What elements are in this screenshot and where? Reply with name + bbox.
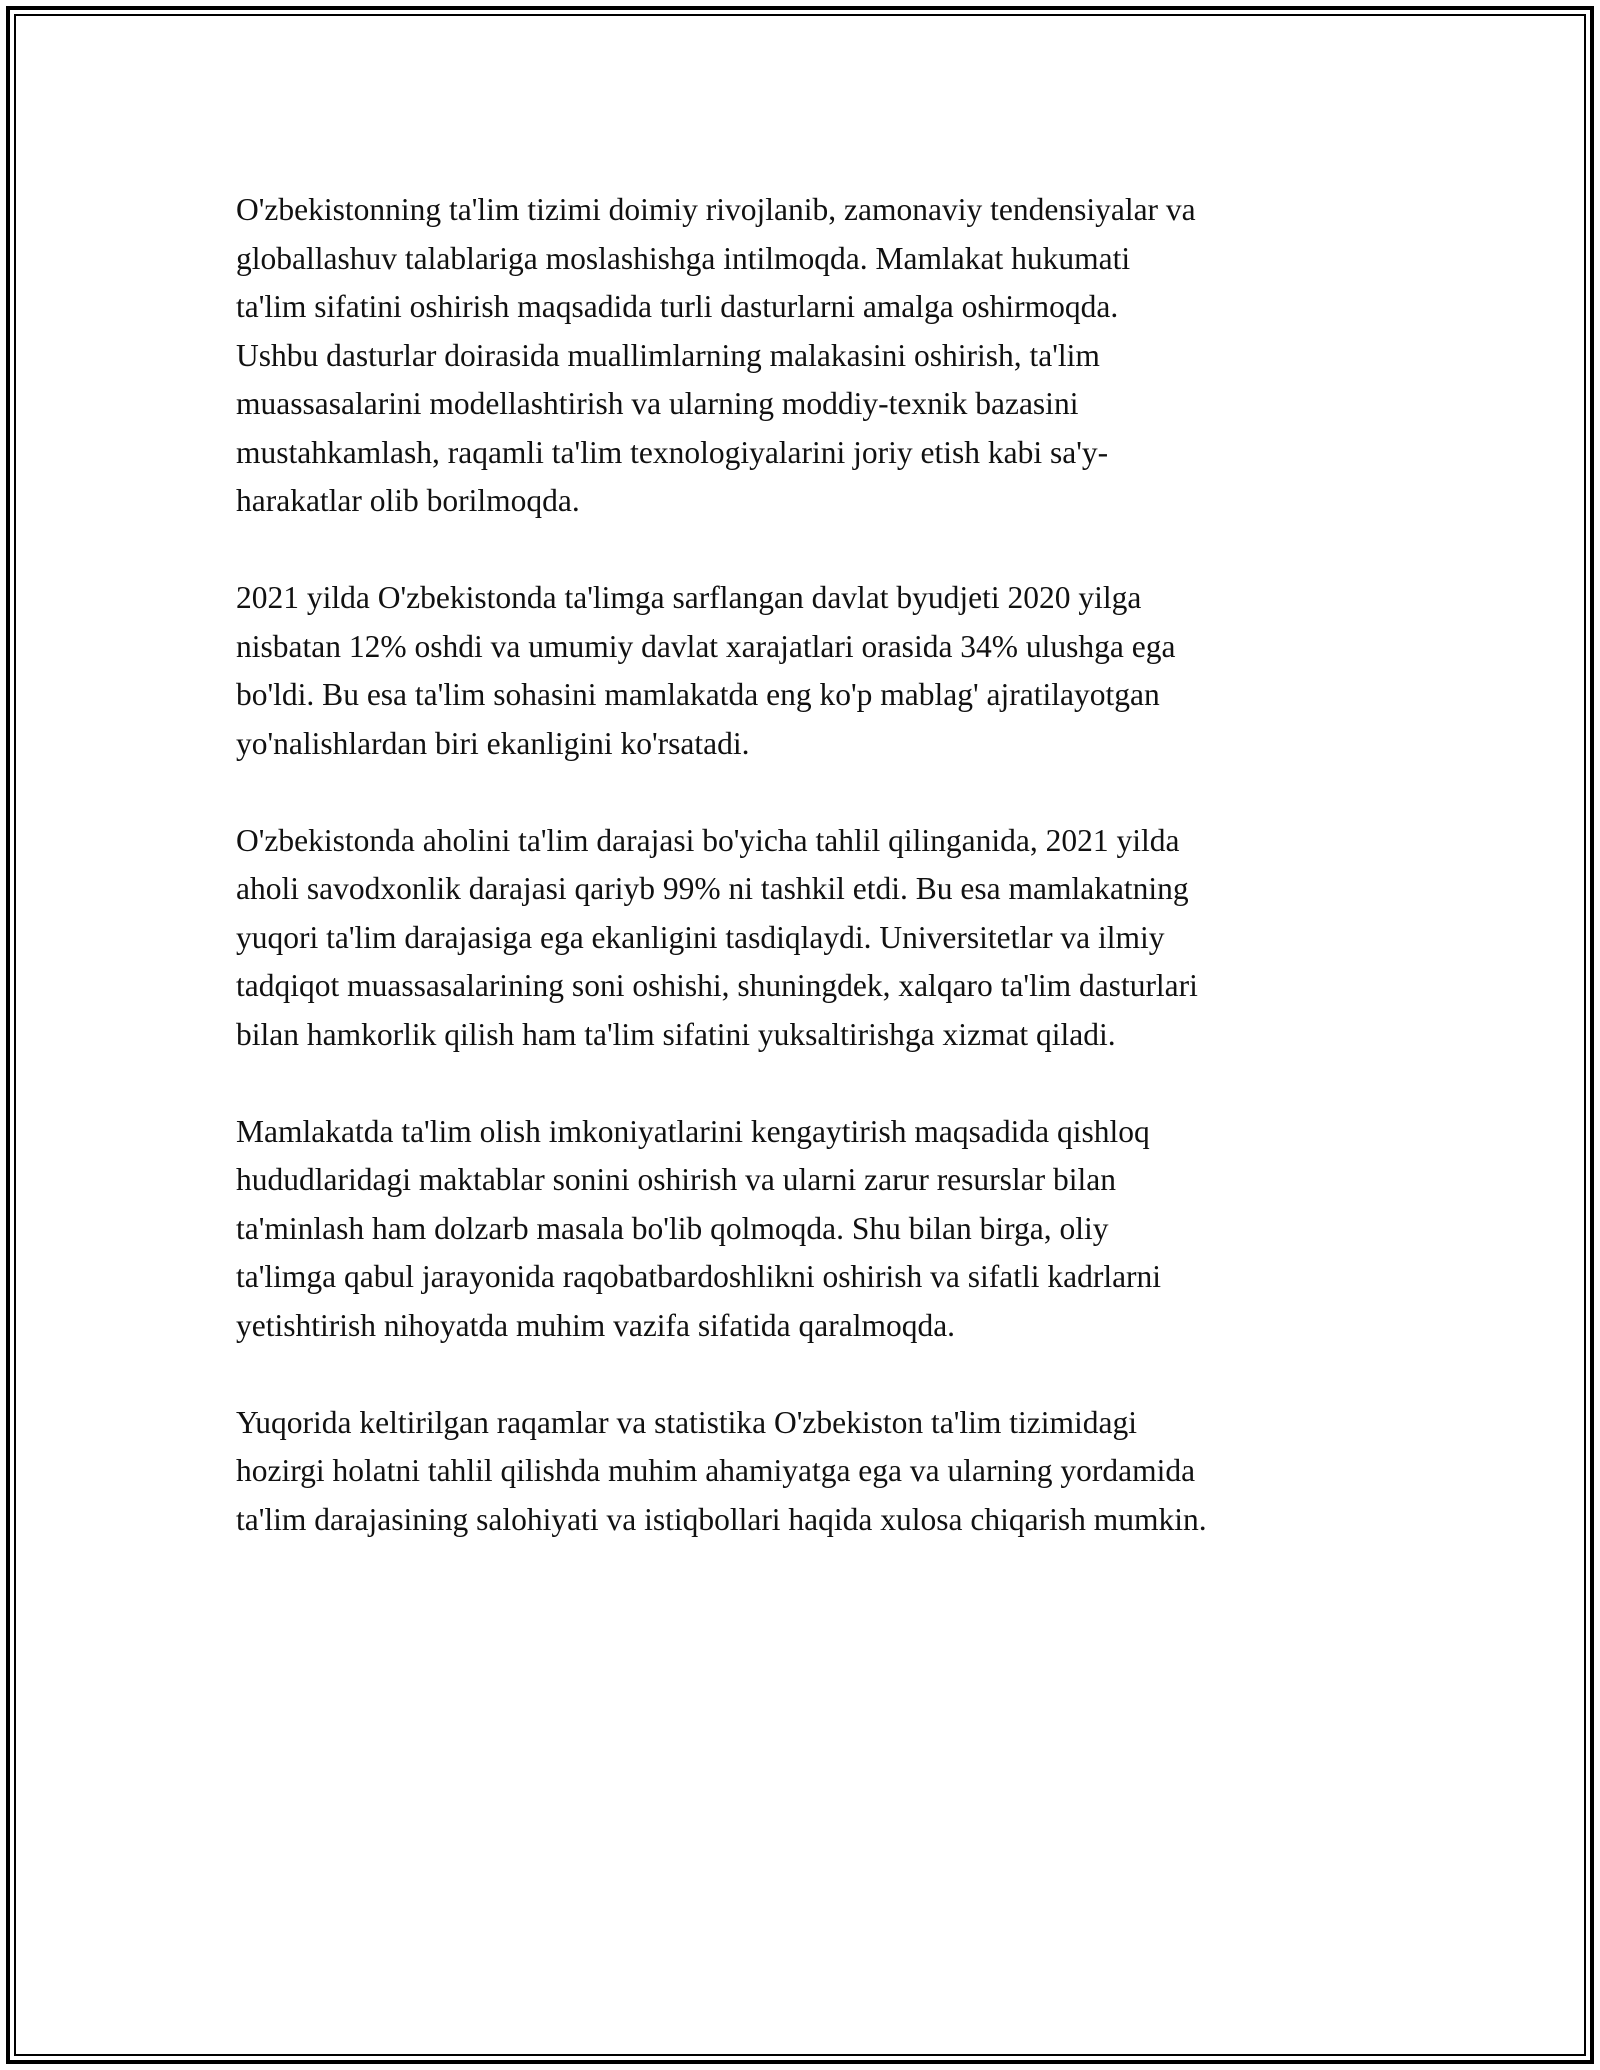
paragraph-education-system: O'zbekistonning ta'lim tizimi doimiy rivojlanib, zamonaviy tendensiyalar va globallashuv talablariga moslashishga intilmoqda. Mamlakat hukumati ta'lim sifatini oshirish maqsadida turli dasturlarni amalga oshirmoqda. Ushbu dasturlar doirasida muallimlarning malakasini oshirish, ta'lim muassasalarini modellashtirish va ularning moddiy-texnik bazasini mustahkamlash, raqamli ta'lim texnologiyalarini joriy etish kabi sa'y- harakatlar olib borilmoqda. xyxy=(236,192,1196,518)
document-body xyxy=(236,186,1396,1593)
paragraph-literacy-level: O'zbekistonda aholini ta'lim darajasi bo'yicha tahlil qilinganida, 2021 yilda aholi savodxonlik darajasi qariyb 99% ni tashkil etdi. Bu esa mamlakatning yuqori ta'lim darajasiga ega ekanligini tasdiqlaydi. Universitetlar va ilmiy tadqiqot muassasalarining soni oshishi, shuningdek, xalqaro ta'lim dasturlari bilan hamkorlik qilish ham ta'lim sifatini yuksaltirishga xizmat qiladi. xyxy=(236,822,1198,1052)
paragraph-conclusion: Yuqorida keltirilgan raqamlar va statistika O'zbekiston ta'lim tizimidagi hozirgi holatni tahlil qilishda muhim ahamiyatga ega va ularning yordamida ta'lim darajasining salohiyati va istiqbollari haqida xulosa chiqarish mumkin. xyxy=(236,1404,1207,1537)
paragraph-rural-schools: Mamlakatda ta'lim olish imkoniyatlarini kengaytirish maqsadida qishloq hududlaridagi maktablar sonini oshirish va ularni zarur resurslar bilan ta'minlash ham dolzarb masala bo'lib qolmoqda. Shu bilan birga, oliy ta'limga qabul jarayonida raqobatbardoshlikni oshirish va sifatli kadrlarni yetishtirish nihoyatda muhim vazifa sifatida qaralmoqda. xyxy=(236,1113,1162,1343)
paragraph-education-budget: 2021 yilda O'zbekistonda ta'limga sarflangan davlat byudjeti 2020 yilga nisbatan 12% oshdi va umumiy davlat xarajatlari orasida 34% ulushga ega bo'ldi. Bu esa ta'lim sohasini mamlakatda eng ko'p mablag' ajratilayotgan yo'nalishlardan biri ekanligini ko'rsatadi. xyxy=(236,580,1176,761)
